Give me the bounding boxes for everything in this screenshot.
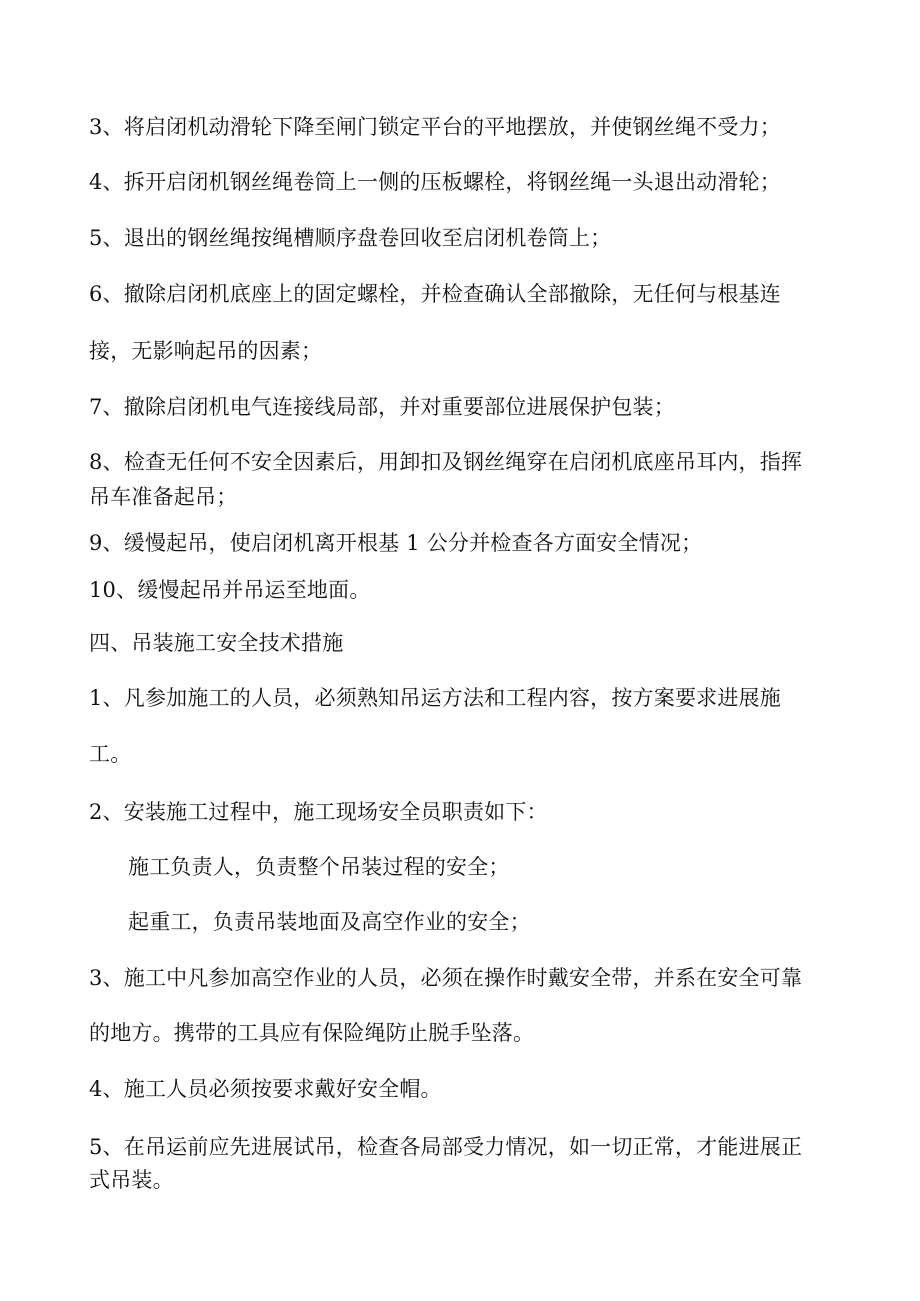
- step-4-text: 4、拆开启闭机钢丝绳卷筒上一侧的压板螺栓，将钢丝绳一头退出动滑轮；: [89, 170, 781, 194]
- measure-1-text-continued: 工。: [89, 742, 132, 766]
- measure-3-text: 3、施工中凡参加高空作业的人员，必须在操作时戴安全带，并系在安全可靠: [89, 966, 803, 990]
- step-8-text: 8、检查无任何不安全因素后，用卸扣及钢丝绳穿在启闭机底座吊耳内，指挥: [89, 450, 803, 474]
- measure-5-text: 5、在吊运前应先进展试吊，检查各局部受力情况，如一切正常，才能进展正: [89, 1135, 803, 1159]
- measure-5-text-continued: 式吊装。: [89, 1168, 174, 1192]
- step-10-text: 10、缓慢起吊并吊运至地面。: [89, 578, 371, 602]
- step-6-text: 6、撤除启闭机底座上的固定螺栓，并检查确认全部撤除，无任何与根基连: [89, 282, 781, 306]
- measure-3-text-continued: 的地方。携带的工具应有保险绳防止脱手坠落。: [89, 1021, 535, 1045]
- section-heading: 四、吊装施工安全技术措施: [89, 631, 344, 655]
- measure-2-item-1: 施工负责人，负责整个吊装过程的安全；: [128, 855, 510, 879]
- step-9-text: 9、缓慢起吊，使启闭机离开根基 1 公分并检查各方面安全情况；: [89, 531, 703, 555]
- step-5-text: 5、退出的钢丝绳按绳槽顺序盘卷回收至启闭机卷筒上；: [89, 226, 612, 250]
- measure-4-text: 4、施工人员必须按要求戴好安全帽。: [89, 1077, 442, 1101]
- measure-2-text: 2、安装施工过程中，施工现场安全员职责如下：: [89, 800, 548, 824]
- step-3-text: 3、将启闭机动滑轮下降至闸门锁定平台的平地摆放，并使钢丝绳不受力；: [89, 115, 781, 139]
- step-6-text-continued: 接，无影响起吊的因素；: [89, 339, 323, 363]
- measure-2-item-2: 起重工，负责吊装地面及高空作业的安全；: [128, 910, 531, 934]
- step-8-text-continued: 吊车准备起吊；: [89, 485, 238, 509]
- measure-1-text: 1、凡参加施工的人员，必须熟知吊运方法和工程内容，按方案要求进展施: [89, 686, 781, 710]
- step-7-text: 7、撤除启闭机电气连接线局部，并对重要部位进展保护包装；: [89, 395, 675, 419]
